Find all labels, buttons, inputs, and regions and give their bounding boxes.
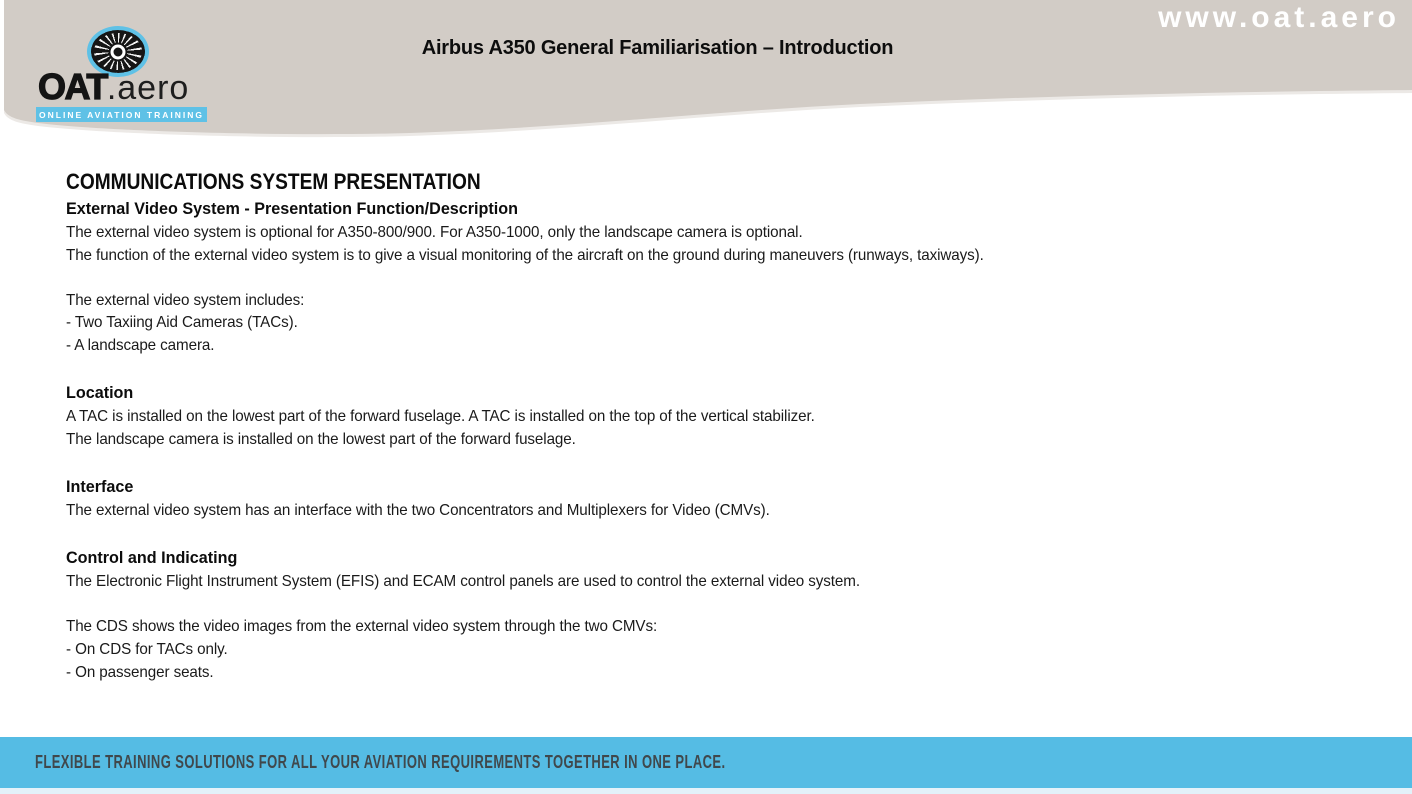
paragraph-line: The external video system is optional for A350-800/900. For A350-1000, only the landscape camera is optional. [66, 224, 803, 241]
document-heading: COMMUNICATIONS SYSTEM PRESENTATION [66, 169, 481, 194]
section-control-indicating [66, 545, 1396, 594]
paragraph-line: A TAC is installed on the lowest part of the forward fuselage. A TAC is installed on the top of the vertical stabilizer. [66, 408, 815, 426]
brand-oat: OAT [38, 66, 107, 107]
brand-aero: .aero [106, 69, 190, 107]
website-url: www.oat.aero [1158, 1, 1400, 34]
brand-tagline: ONLINE AVIATION TRAINING [36, 107, 207, 122]
brand-wordmark [38, 66, 190, 111]
list-item: - Two Taxiing Aid Cameras (TACs). [66, 314, 298, 332]
section-title: External Video System - Presentation Function/Description [66, 199, 519, 218]
paragraph-line: The external video system has an interface with the two Concentrators and Multiplexers for Video (CMVs). [66, 501, 770, 519]
section-title: Location [66, 383, 134, 403]
section-cds [66, 616, 1396, 684]
paragraph-line: The CDS shows the video images from the external video system through the two CMVs: [66, 618, 658, 636]
document-body [66, 168, 1396, 707]
section-system-includes [66, 290, 1396, 358]
paragraph-line: The function of the external video system is to give a visual monitoring of the aircraft on the ground during maneuvers (runways, taxiways). [66, 246, 984, 264]
footer-bar [0, 737, 1412, 788]
paragraph-line: The Electronic Flight Instrument System (EFIS) and ECAM control panels are used to control the external video system. [66, 573, 860, 591]
footer-slogan: FLEXIBLE TRAINING SOLUTIONS FOR ALL YOUR AVIATION REQUIREMENTS TOGETHER IN ONE PLACE. [35, 752, 726, 772]
section-external-video [66, 196, 1396, 267]
list-item: - A landscape camera. [66, 336, 215, 354]
section-interface [66, 474, 1396, 523]
section-title: Interface [66, 476, 134, 496]
section-location [66, 380, 1396, 451]
section-title: Control and Indicating [66, 548, 238, 568]
list-item: - On passenger seats. [66, 663, 214, 681]
paragraph-line: The external video system includes: [66, 291, 305, 309]
footer-bottom-strip [0, 788, 1412, 794]
page-title: Airbus A350 General Familiarisation – Introduction [421, 37, 894, 59]
paragraph-line: The landscape camera is installed on the lowest part of the forward fuselage. [66, 430, 576, 448]
list-item: - On CDS for TACs only. [66, 640, 228, 658]
